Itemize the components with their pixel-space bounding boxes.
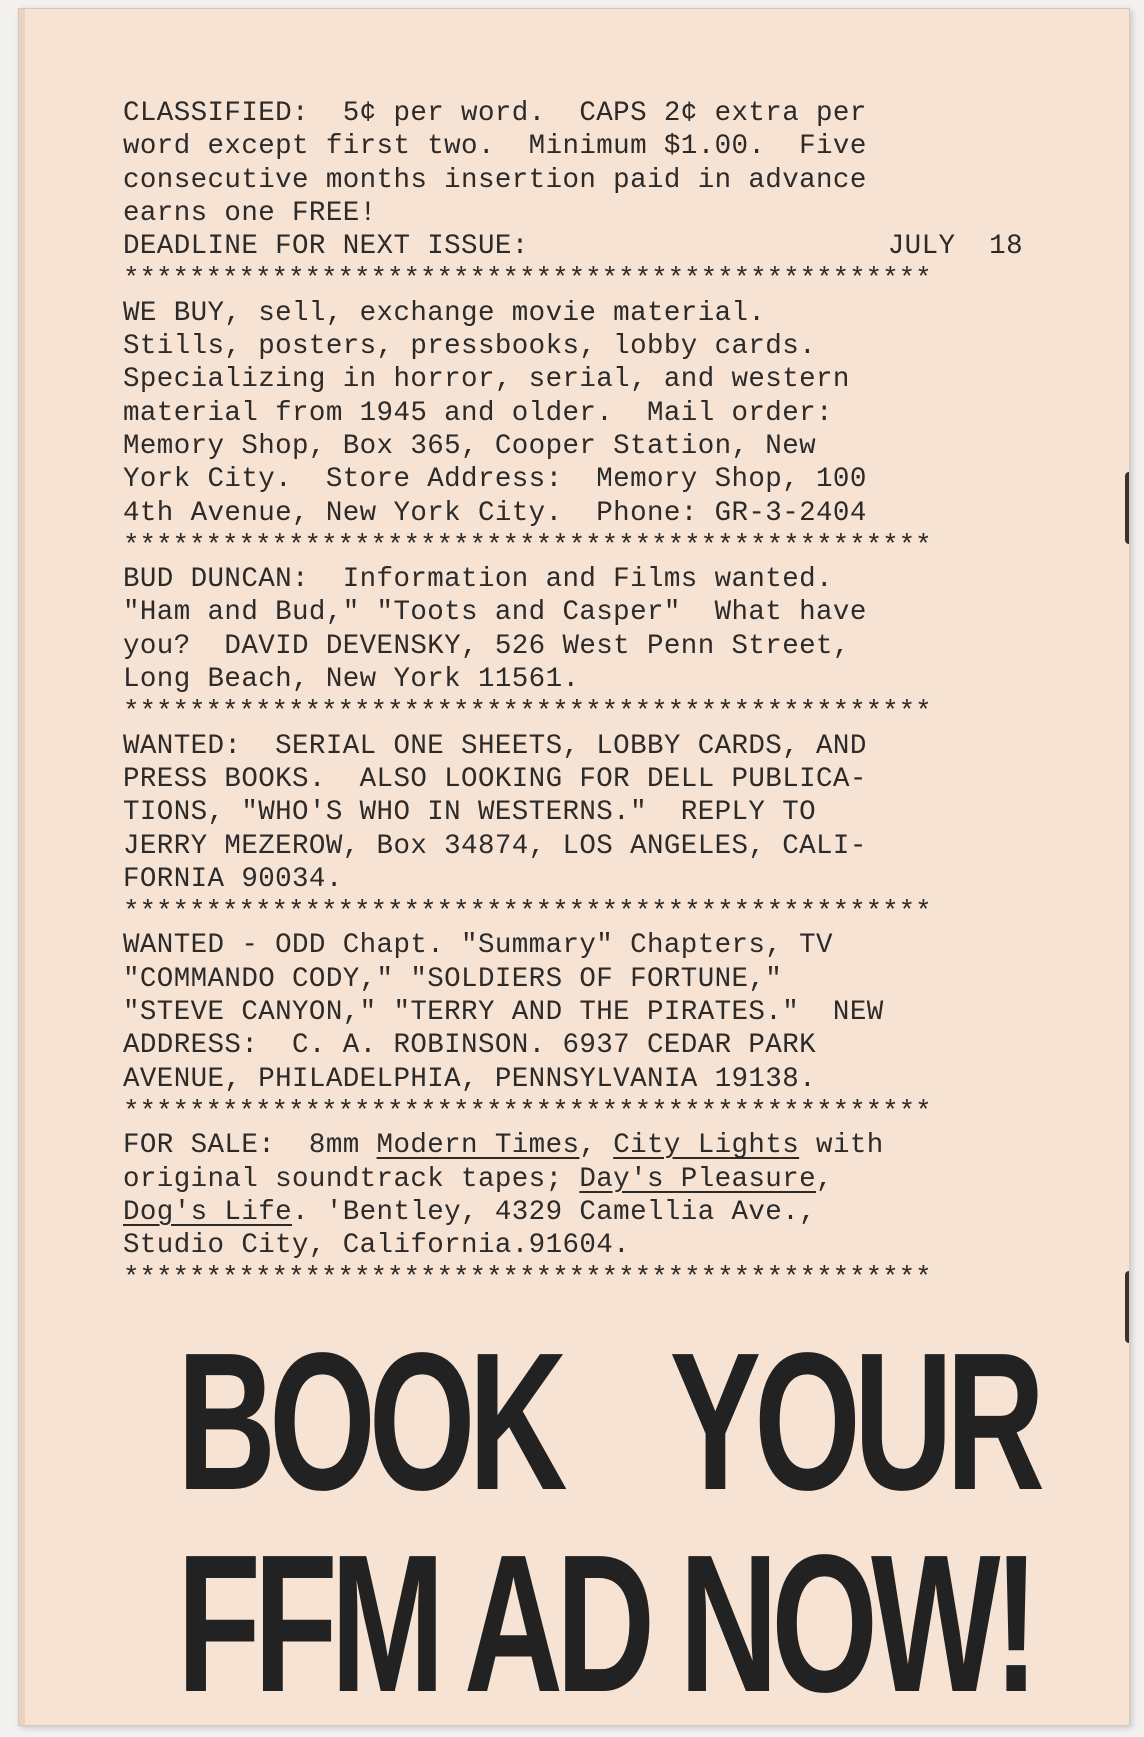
- ad-line: "STEVE CANYON," "TERRY AND THE PIRATES." NEW: [123, 997, 884, 1029]
- ad-line: Studio City, California.91604.: [123, 1230, 631, 1262]
- separator: *************************************************: [123, 697, 932, 729]
- ad-line: WANTED - ODD Chapt. "Summary" Chapters, TV: [123, 930, 833, 962]
- ad-line: "Ham and Bud," "Toots and Casper" What have: [123, 597, 867, 629]
- ad-line: material from 1945 and older. Mail order:: [123, 397, 833, 429]
- ad-line: you? DAVID DEVENSKY, 526 West Penn Street,: [123, 630, 850, 662]
- film-title: Day's Pleasure: [579, 1163, 817, 1195]
- book-your-ad-headline: [177, 1312, 1038, 1726]
- ad-memory-shop: [123, 297, 1113, 530]
- ad-line: Stills, posters, pressbooks, lobby cards.: [123, 331, 817, 363]
- deadline-row: [123, 230, 1023, 263]
- separator: *************************************************: [123, 530, 932, 562]
- text-run: ,: [816, 1163, 833, 1195]
- separator: *************************************************: [123, 264, 932, 296]
- ad-line: JERRY MEZEROW, Box 34874, LOS ANGELES, CALI-: [123, 830, 867, 862]
- text-run: ,: [579, 1130, 614, 1162]
- rates-line: earns one FREE!: [123, 197, 377, 229]
- staple-bottom: [1125, 1271, 1130, 1343]
- rates-line: word except first two. Minimum $1.00. Five: [123, 131, 867, 163]
- ad-line: WANTED: SERIAL ONE SHEETS, LOBBY CARDS, AND: [123, 730, 867, 762]
- ad-line: [123, 1129, 1113, 1162]
- film-title: City Lights: [613, 1130, 800, 1162]
- ad-line: AVENUE, PHILADELPHIA, PENNSYLVANIA 19138.: [123, 1063, 817, 1095]
- classified-rates: [123, 97, 1113, 263]
- text-run: . 'Bentley, 4329 Camellia Ave.,: [292, 1196, 817, 1228]
- ad-bud-duncan: [123, 563, 1113, 696]
- ad-line: Long Beach, New York 11561.: [123, 664, 580, 696]
- ad-line: [123, 1196, 1113, 1229]
- ad-line: FORNIA 90034.: [123, 863, 343, 895]
- headline-word: FFM AD NOW!: [177, 1514, 1033, 1726]
- staple-top: [1125, 472, 1130, 544]
- ad-serial-one-sheets: [123, 730, 1113, 896]
- ad-line: 4th Avenue, New York City. Phone: GR-3-2404: [123, 497, 867, 529]
- deadline-date: JULY 18: [887, 231, 1023, 263]
- magazine-page: [18, 8, 1130, 1726]
- ad-for-sale: [123, 1129, 1113, 1262]
- ad-line: BUD DUNCAN: Information and Films wanted.: [123, 564, 833, 596]
- separator: *************************************************: [123, 1263, 932, 1295]
- ad-line: "COMMANDO CODY," "SOLDIERS OF FORTUNE,": [123, 963, 783, 995]
- ad-line: PRESS BOOKS. ALSO LOOKING FOR DELL PUBLICA-: [123, 763, 867, 795]
- ad-line: [123, 1163, 1113, 1196]
- separator: *************************************************: [123, 897, 932, 929]
- rates-line: consecutive months insertion paid in advance: [123, 164, 867, 196]
- deadline-label: DEADLINE FOR NEXT ISSUE:: [123, 231, 529, 263]
- ad-line: TIONS, "WHO'S WHO IN WESTERNS." REPLY TO: [123, 797, 817, 829]
- ad-robinson: [123, 929, 1113, 1095]
- ad-line: WE BUY, sell, exchange movie material.: [123, 297, 766, 329]
- headline-word: YOUR: [669, 1312, 1038, 1531]
- page-edge: [19, 9, 25, 1725]
- text-run: with: [799, 1130, 884, 1162]
- film-title: Modern Times: [376, 1130, 580, 1162]
- ad-line: Memory Shop, Box 365, Cooper Station, New: [123, 430, 817, 462]
- headline-line-2: [177, 1514, 1038, 1726]
- headline-word: BOOK: [177, 1312, 561, 1531]
- rates-line: CLASSIFIED: 5¢ per word. CAPS 2¢ extra per: [123, 98, 867, 129]
- ad-line: Specializing in horror, serial, and western: [123, 364, 850, 396]
- text-run: FOR SALE: 8mm: [123, 1130, 377, 1162]
- classified-section: [123, 97, 1113, 1296]
- headline-line-1: [177, 1312, 1038, 1531]
- text-run: original soundtrack tapes;: [123, 1163, 580, 1195]
- ad-line: ADDRESS: C. A. ROBINSON. 6937 CEDAR PARK: [123, 1030, 817, 1062]
- separator: *************************************************: [123, 1096, 932, 1128]
- ad-line: York City. Store Address: Memory Shop, 100: [123, 464, 867, 496]
- film-title: Dog's Life: [123, 1196, 293, 1228]
